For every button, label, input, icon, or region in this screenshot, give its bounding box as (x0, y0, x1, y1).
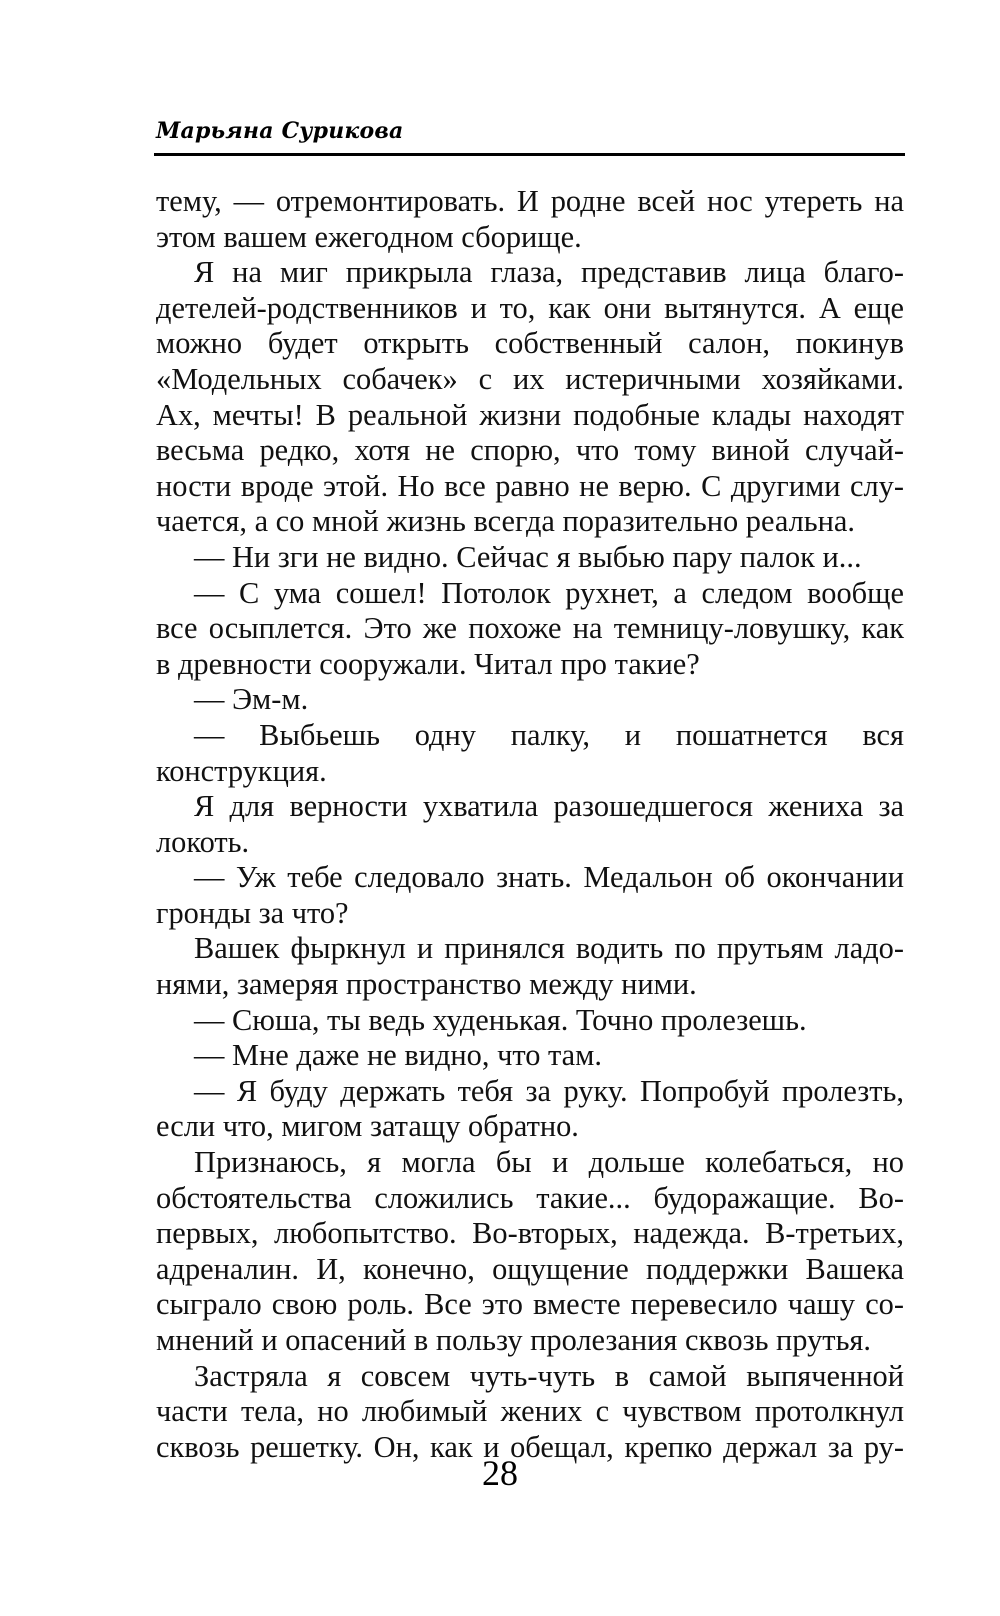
text-line: «Модельных собачек» с их истеричными хозяйками. (156, 361, 904, 396)
running-head-author: Марьяна Сурикова (156, 118, 404, 144)
text-line: — Мне даже не видно, что там. (194, 1038, 603, 1073)
text-line: Я для верности ухватила разошедшегося жениха за (194, 789, 904, 824)
header-rule (154, 153, 905, 156)
text-line: чается, а со мной жизнь всегда поразительно реальна. (156, 504, 855, 539)
text-line: — Я буду держать тебя за руку. Попробуй пролезть, (194, 1073, 904, 1108)
body-text (156, 184, 904, 1465)
text-line: — Выбьешь одну палку, и пошатнется вся конструкция. (156, 717, 904, 788)
text-line: — Уж тебе следовало знать. Медальон об окончании (194, 860, 904, 895)
text-line: — Ни зги не видно. Сейчас я выбью пару палок и... (194, 539, 862, 574)
text-line: Вашек фыркнул и принялся водить по прутьям ладо- (194, 931, 904, 966)
text-line: в древности сооружали. Читал про такие? (156, 646, 700, 681)
text-line: — С ума сошел! Потолок рухнет, а следом вообще (194, 575, 904, 610)
text-line: обстоятельства сложились такие... будоражащие. Во- (156, 1180, 904, 1215)
text-line: мнений и опасений в пользу пролезания сквозь прутья. (156, 1323, 872, 1357)
text-line: сыграло свою роль. Все это вместе перевесило чашу со- (156, 1287, 904, 1322)
text-line: адреналин. И, конечно, ощущение поддержки Вашека (156, 1251, 904, 1286)
text-line: — Эм-м. (194, 682, 309, 717)
text-line: если что, мигом затащу обратно. (156, 1109, 579, 1144)
text-line: нями, замеряя пространство между ними. (156, 967, 697, 1002)
text-line: гронды за что? (156, 895, 349, 930)
text-line: Ах, мечты! В реальной жизни подобные клады находят (156, 397, 904, 432)
text-line: ности вроде этой. Но все равно не верю. С другими слу- (156, 468, 904, 503)
text-line: детелей-родственников и то, как они вытянутся. А еще (156, 290, 904, 325)
text-line: можно будет открыть собственный салон, покинув (156, 326, 904, 361)
text-line: весьма редко, хотя не спорю, что тому виной случай- (156, 433, 904, 468)
text-line: Признаюсь, я могла бы и дольше колебаться, но (194, 1145, 904, 1180)
text-line: части тела, но любимый жених с чувством протолкнул (156, 1394, 904, 1429)
text-line: — Сюша, ты ведь худенькая. Точно пролезешь. (194, 1002, 807, 1037)
text-line: Я на миг прикрыла глаза, представив лица благо- (194, 255, 904, 290)
page-number: 28 (482, 1453, 518, 1493)
text-line: Застряла я совсем чуть-чуть в самой выпяченной (194, 1358, 904, 1393)
text-line: все осыплется. Это же похоже на темницу-ловушку, как (156, 611, 904, 646)
text-line: этом вашем ежегодном сборище. (156, 219, 582, 254)
text-line: тему, — отремонтировать. И родне всей нос утереть на (156, 184, 904, 218)
text-line: локоть. (156, 824, 250, 859)
text-line: сквозь решетку. Он, как и обещал, крепко держал за ру- (156, 1429, 904, 1464)
text-line: первых, любопытство. Во-вторых, надежда. В-третьих, (156, 1216, 904, 1251)
